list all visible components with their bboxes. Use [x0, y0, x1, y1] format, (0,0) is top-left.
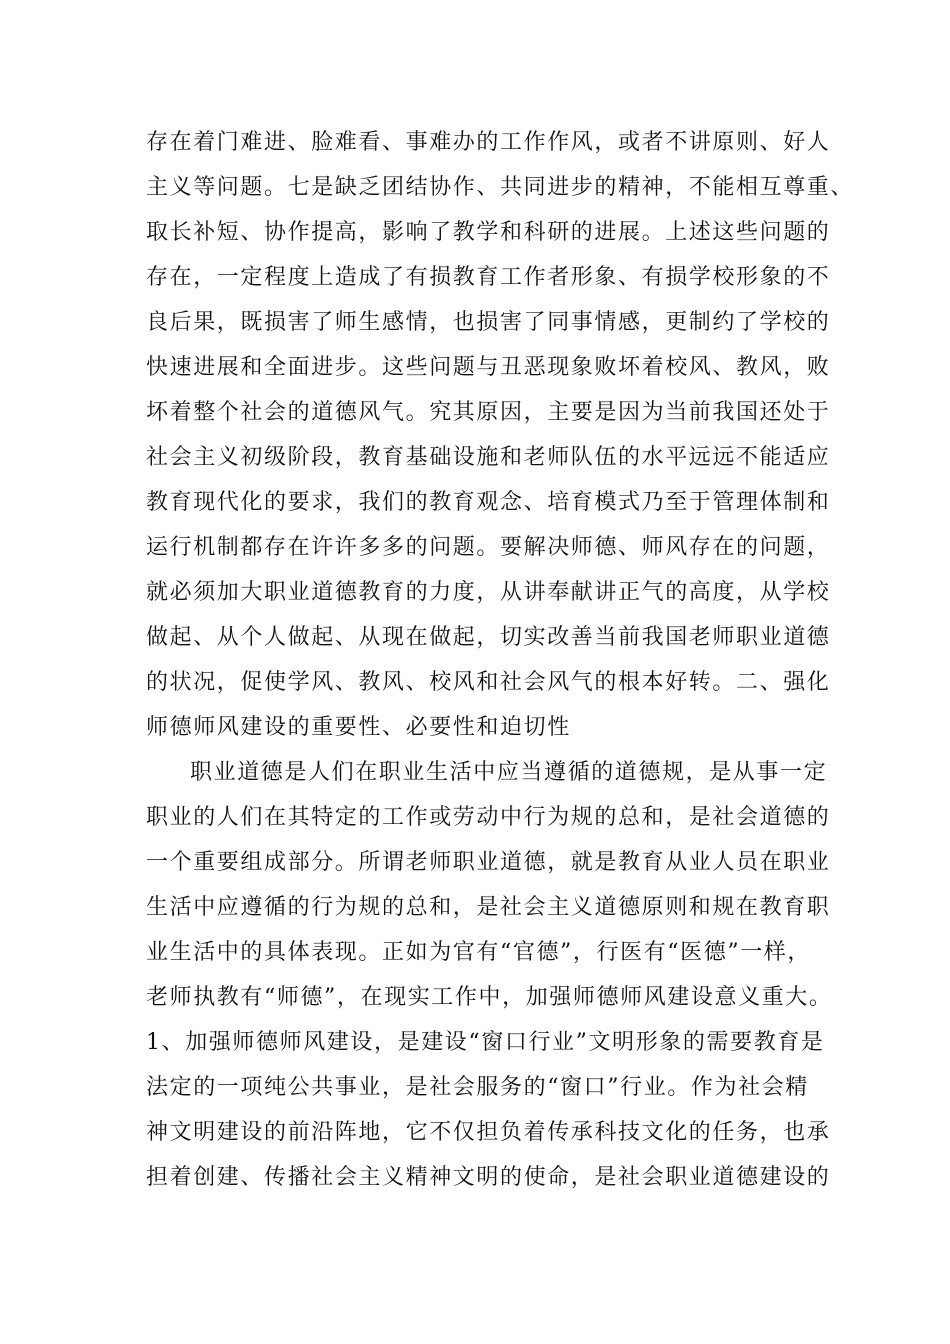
- text-line: 做起、从个人做起、从现在做起，切实改善当前我国老师职业道德: [146, 625, 831, 650]
- paragraph-start-line: 职业道德是人们在职业生活中应当遵循的道德规，是从事一定: [190, 760, 828, 785]
- text-line: 1、加强师德师风建设，是建设“窗口行业”文明形象的需要教育是: [146, 1030, 825, 1055]
- text-line: 职业的人们在其特定的工作或劳动中行为规的总和，是社会道德的: [146, 805, 831, 830]
- text-line: 教育现代化的要求，我们的教育观念、培育模式乃至于管理体制和: [146, 490, 831, 515]
- text-line: 师德师风建设的重要性、必要性和迫切性: [146, 715, 571, 740]
- body-text: [146, 120, 855, 1200]
- text-line: 一个重要组成部分。所谓老师职业道德，就是教育从业人员在职业: [146, 850, 831, 875]
- text-line: 社会主义初级阶段，教育基础设施和老师队伍的水平远远不能适应: [146, 445, 831, 470]
- text-line: 法定的一项纯公共事业，是社会服务的“窗口”行业。作为社会精: [146, 1075, 809, 1100]
- text-line: 存在，一定程度上造成了有损教育工作者形象、有损学校形象的不: [146, 265, 831, 290]
- text-line: 业生活中的具体表现。正如为官有“官德”，行医有“医德”一样，: [146, 940, 811, 965]
- text-line: 存在着门难进、脸难看、事难办的工作作风，或者不讲原则、好人: [146, 130, 831, 155]
- text-line: 神文明建设的前沿阵地，它不仅担负着传承科技文化的任务，也承: [146, 1120, 831, 1145]
- text-line: 坏着整个社会的道德风气。究其原因，主要是因为当前我国还处于: [146, 400, 831, 425]
- text-line: 生活中应遵循的行为规的总和，是社会主义道德原则和规在教育职: [146, 895, 831, 920]
- text-line: 主义等问题。七是缺乏团结协作、共同进步的精神，不能相互尊重、: [146, 175, 855, 200]
- text-line: 良后果，既损害了师生感情，也损害了同事情感，更制约了学校的: [146, 310, 831, 335]
- text-line: 老师执教有“师德”，在现实工作中，加强师德师风建设意义重大。: [146, 985, 833, 1010]
- text-line: 运行机制都存在许许多多的问题。要解决师德、师风存在的问题，: [146, 535, 831, 560]
- text-line: 担着创建、传播社会主义精神文明的使命，是社会职业道德建设的: [146, 1165, 831, 1190]
- text-line: 取长补短、协作提高，影响了教学和科研的进展。上述这些问题的: [146, 220, 831, 245]
- text-line: 的状况，促使学风、教风、校风和社会风气的根本好转。二、强化: [146, 670, 831, 695]
- text-line: 快速进展和全面进步。这些问题与丑恶现象败坏着校风、教风，败: [146, 355, 831, 380]
- text-line: 就必须加大职业道德教育的力度，从讲奉献讲正气的高度，从学校: [146, 580, 831, 605]
